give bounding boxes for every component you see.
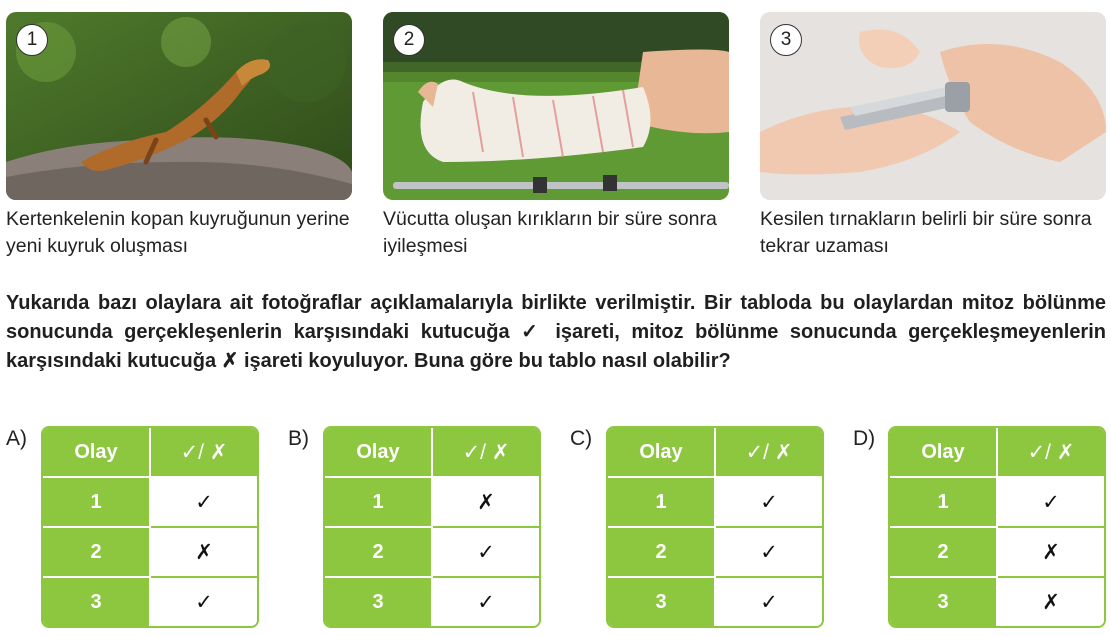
table-row [43, 478, 257, 528]
mark-cell: ✗ [433, 478, 539, 528]
photo-caption: Kertenkelenin kopan kuyruğunun yerine yeni kuyruk oluşması [6, 208, 350, 257]
mark-cell: ✓ [151, 578, 257, 626]
photo-number-badge: 1 [16, 24, 48, 56]
event-number: 2 [43, 528, 151, 578]
option-letter-b[interactable]: B) [288, 427, 309, 450]
header-mark: ✓/ ✗ [433, 428, 539, 478]
question-text: Yukarıda bazı olaylara ait fotoğraflar açıklamalarıyla birlikte verilmiştir. Bir tabloda bu olaylardan mitoz bölünme sonucunda gerçekleşenlerin karşısındaki kutucuğa ✓ işareti, mitoz bölünme sonucunda gerçekleşmeyenlerin karşısındaki kutucuğa ✗ işareti koyuluyor. Buna göre bu tablo nasıl olabilir? [6, 292, 1106, 372]
event-number: 2 [890, 528, 998, 578]
photo-nail-clipper [760, 12, 1106, 200]
option-letter-c[interactable]: C) [570, 427, 593, 450]
event-number: 1 [608, 478, 716, 528]
table-row [325, 478, 539, 528]
table-row [43, 528, 257, 578]
lizard-image [6, 12, 352, 200]
event-number: 1 [43, 478, 151, 528]
mark-cell: ✓ [716, 478, 822, 528]
mark-cell: ✗ [998, 578, 1104, 626]
mark-cell: ✓ [998, 478, 1104, 528]
event-number: 3 [325, 578, 433, 626]
mark-cell: ✗ [151, 528, 257, 578]
option-letter-d[interactable]: D) [853, 427, 876, 450]
header-event: Olay [43, 428, 151, 478]
header-event: Olay [608, 428, 716, 478]
option-table-d[interactable] [888, 426, 1106, 628]
header-mark: ✓/ ✗ [716, 428, 822, 478]
mark-cell: ✓ [716, 578, 822, 626]
photo-leg-cast [383, 12, 729, 200]
option-table-c[interactable] [606, 426, 824, 628]
photo-number-badge: 2 [393, 24, 425, 56]
event-number: 3 [43, 578, 151, 626]
option-table-b[interactable] [323, 426, 541, 628]
option-letter-a[interactable]: A) [6, 427, 27, 450]
header-mark: ✓/ ✗ [151, 428, 257, 478]
leg-cast-image [383, 12, 729, 200]
photo-lizard [6, 12, 352, 200]
table-row [43, 578, 257, 626]
table-row [325, 528, 539, 578]
table-row [608, 578, 822, 626]
table-row [608, 528, 822, 578]
header-mark: ✓/ ✗ [998, 428, 1104, 478]
event-number: 3 [608, 578, 716, 626]
mark-cell: ✓ [433, 528, 539, 578]
table-row [890, 528, 1104, 578]
photo-number-badge: 3 [770, 24, 802, 56]
table-row [890, 578, 1104, 626]
event-number: 1 [325, 478, 433, 528]
table-row [325, 578, 539, 626]
event-number: 2 [325, 528, 433, 578]
event-number: 1 [890, 478, 998, 528]
mark-cell: ✓ [433, 578, 539, 626]
option-table-a[interactable] [41, 426, 259, 628]
table-row [608, 478, 822, 528]
mark-cell: ✗ [998, 528, 1104, 578]
event-number: 3 [890, 578, 998, 626]
table-row [890, 478, 1104, 528]
photo-caption: Kesilen tırnakların belirli bir süre sonra tekrar uzaması [760, 208, 1092, 257]
header-event: Olay [325, 428, 433, 478]
mark-cell: ✓ [151, 478, 257, 528]
header-event: Olay [890, 428, 998, 478]
mark-cell: ✓ [716, 528, 822, 578]
nail-clipper-image [760, 12, 1106, 200]
photo-caption: Vücutta oluşan kırıkların bir süre sonra iyileşmesi [383, 208, 717, 257]
event-number: 2 [608, 528, 716, 578]
